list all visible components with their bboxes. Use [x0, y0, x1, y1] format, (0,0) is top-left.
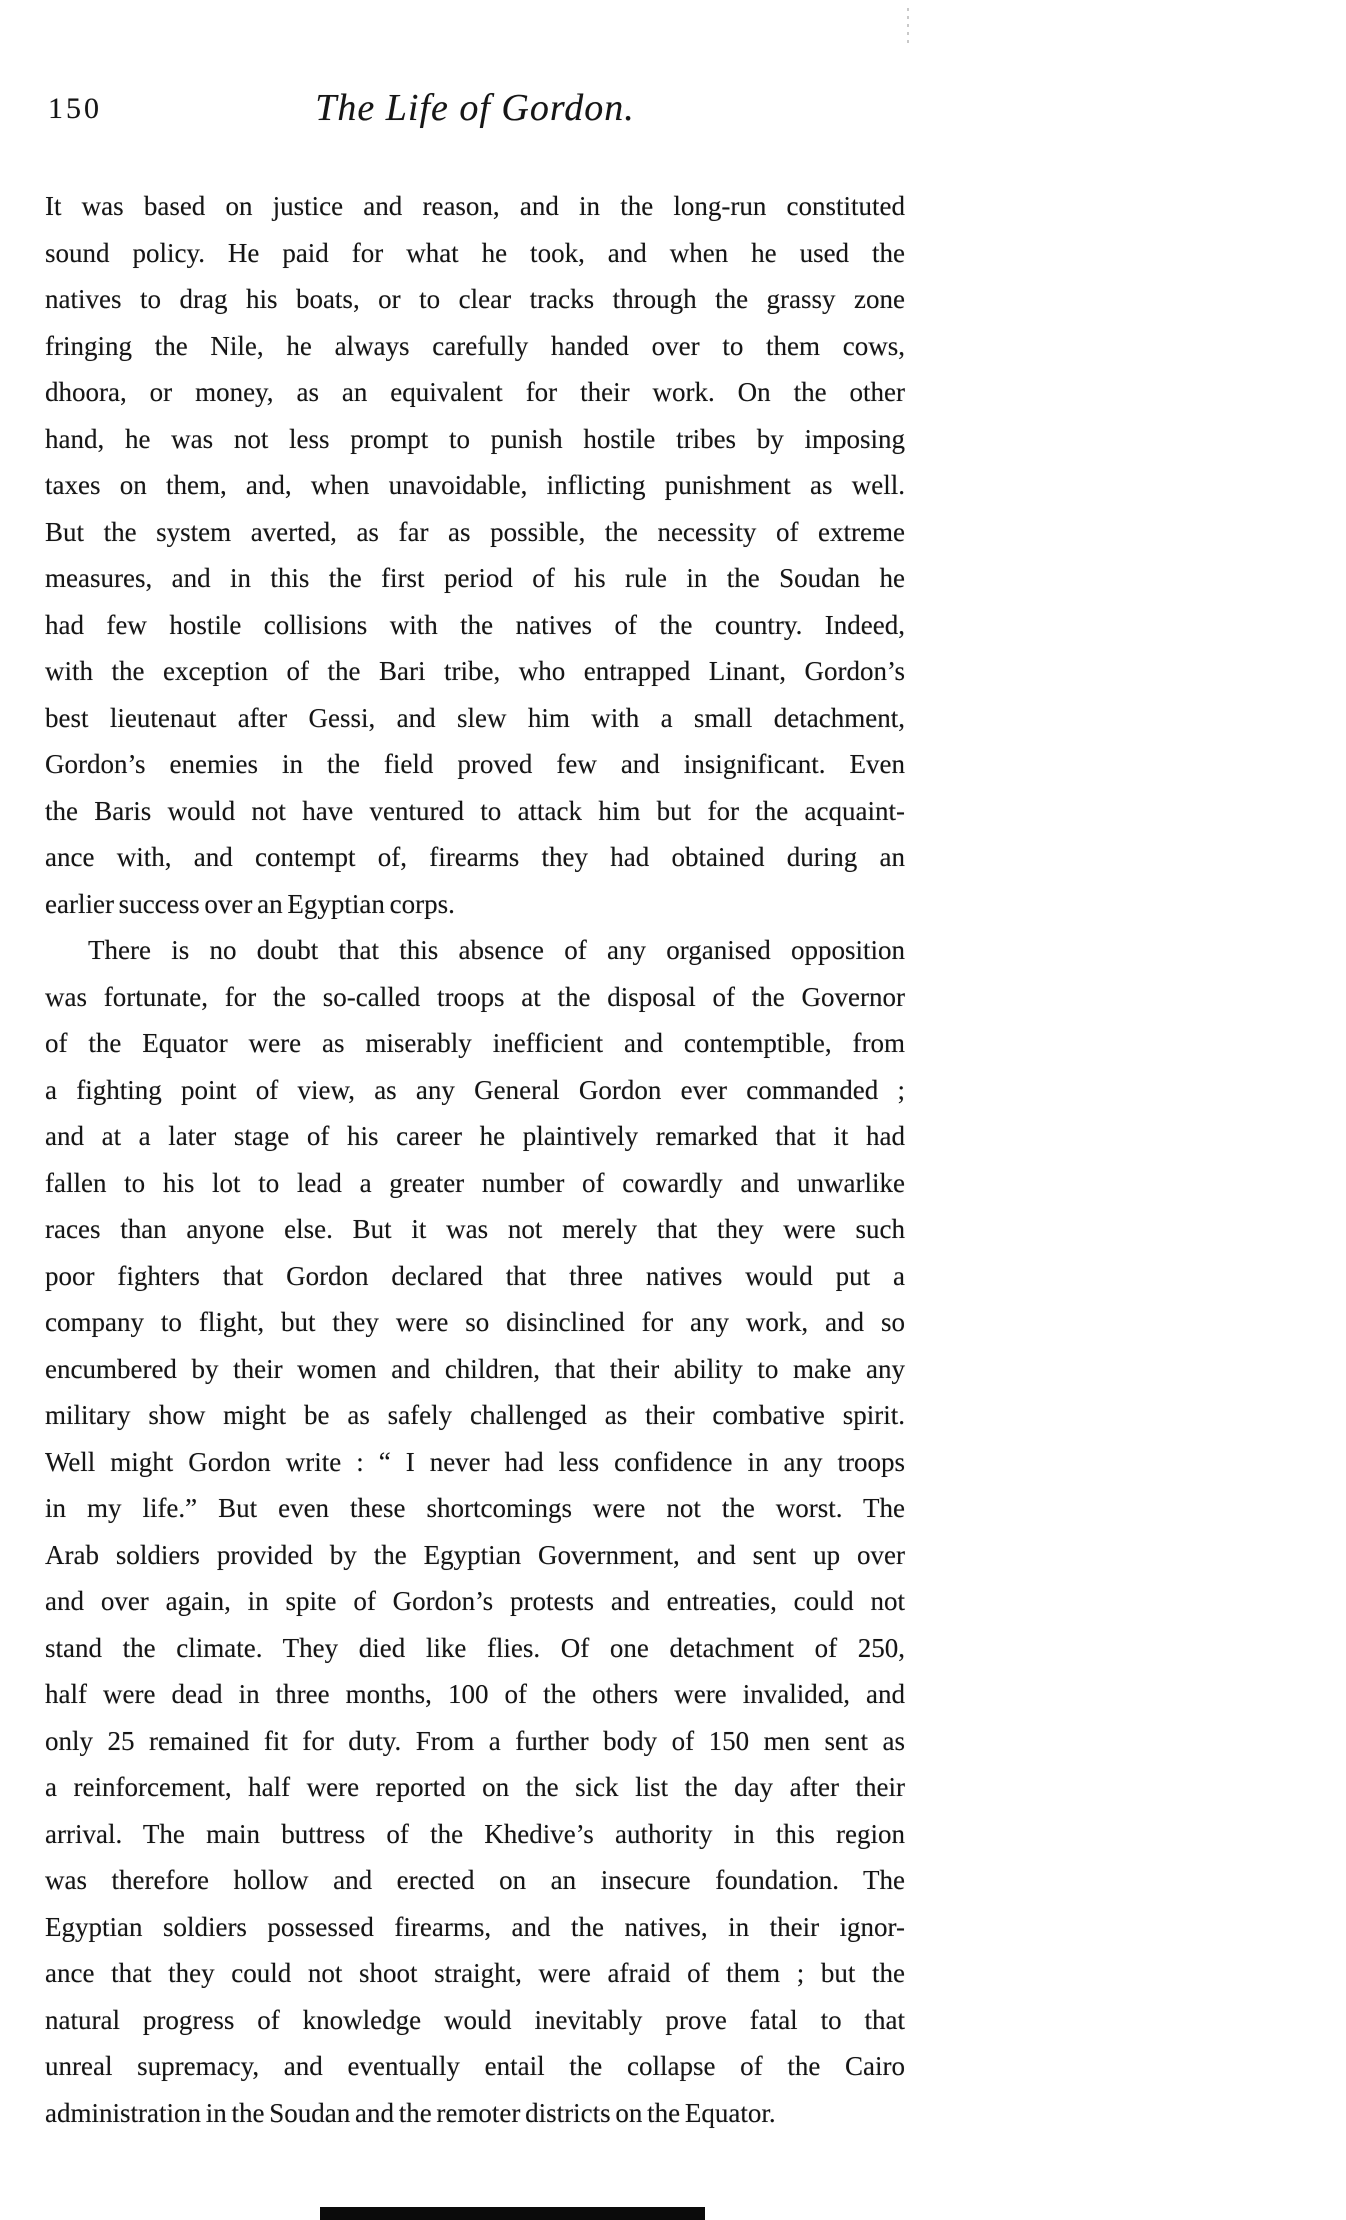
- page-header: [45, 86, 905, 132]
- text-line: and at a later stage of his career he plaintively remarked that it had: [45, 1121, 905, 1151]
- text-line: Well might Gordon write : “ I never had less confidence in any troops: [45, 1446, 905, 1477]
- text-line: stand the climate. They died like flies. Of one detachment of 250,: [45, 1632, 905, 1663]
- text-line: hand, he was not less prompt to punish hostile tribes by imposing: [45, 423, 905, 454]
- text-line: was fortunate, for the so-called troops at the disposal of the Governor: [45, 981, 905, 1012]
- text-line: with the exception of the Bari tribe, who entrapped Linant, Gordon’s: [45, 656, 905, 686]
- paragraph: [45, 183, 905, 927]
- scan-artifact-dots: [907, 8, 909, 46]
- text-line: Egyptian soldiers possessed firearms, and the natives, in their ignor-: [45, 1911, 905, 1942]
- text-line: arrival. The main buttress of the Khedive’s authority in this region: [45, 1818, 905, 1849]
- text-line: Gordon’s enemies in the field proved few and insignificant. Even: [45, 749, 905, 779]
- text-line: encumbered by their women and children, that their ability to make any: [45, 1353, 905, 1384]
- text-line: sound policy. He paid for what he took, and when he used the: [45, 237, 905, 268]
- text-line: ance with, and contempt of, firearms they had obtained during an: [45, 842, 905, 872]
- page-text-block: [45, 0, 905, 2136]
- text-line: dhoora, or money, as an equivalent for their work. On the other: [45, 377, 905, 407]
- text-line: best lieutenaut after Gessi, and slew him with a small detachment,: [45, 702, 905, 733]
- text-line: fallen to his lot to lead a greater number of cowardly and unwarlike: [45, 1167, 905, 1198]
- text-line: company to flight, but they were so disinclined for any work, and so: [45, 1307, 905, 1337]
- text-line: races than anyone else. But it was not merely that they were such: [45, 1214, 905, 1244]
- text-line: earlier success over an Egyptian corps.: [45, 888, 455, 919]
- page-number: 150: [48, 92, 102, 125]
- text-line: natives to drag his boats, or to clear tracks through the grassy zone: [45, 284, 905, 314]
- text-line: measures, and in this the first period of his rule in the Soudan he: [45, 563, 905, 593]
- text-line: But the system averted, as far as possible, the necessity of extreme: [45, 516, 905, 547]
- text-line: was therefore hollow and erected on an insecure foundation. The: [45, 1865, 905, 1895]
- text-line: the Baris would not have ventured to attack him but for the acquaint-: [45, 795, 905, 826]
- text-line: natural progress of knowledge would inevitably prove fatal to that: [45, 2004, 905, 2035]
- text-line: Arab soldiers provided by the Egyptian Government, and sent up over: [45, 1539, 905, 1570]
- text-line: in my life.” But even these shortcomings were not the worst. The: [45, 1493, 905, 1523]
- scan-artifact-bar: [320, 2207, 705, 2220]
- text-line: a fighting point of view, as any General Gordon ever commanded ;: [45, 1074, 905, 1105]
- paragraph: [45, 927, 905, 2136]
- text-line: poor fighters that Gordon declared that three natives would put a: [45, 1260, 905, 1291]
- text-line: a reinforcement, half were reported on the sick list the day after their: [45, 1772, 905, 1802]
- text-line: unreal supremacy, and eventually entail the collapse of the Cairo: [45, 2051, 905, 2081]
- text-line: administration in the Soudan and the remoter districts on the Equator.: [45, 2097, 776, 2128]
- text-line: fringing the Nile, he always carefully handed over to them cows,: [45, 330, 905, 361]
- text-line: taxes on them, and, when unavoidable, inflicting punishment as well.: [45, 470, 905, 500]
- text-line: ance that they could not shoot straight, were afraid of them ; but the: [45, 1958, 905, 1988]
- text-line: half were dead in three months, 100 of the others were invalided, and: [45, 1679, 905, 1709]
- body-text: [45, 183, 905, 2136]
- text-line: of the Equator were as miserably inefficient and contemptible, from: [45, 1028, 905, 1058]
- text-line: and over again, in spite of Gordon’s protests and entreaties, could not: [45, 1586, 905, 1616]
- text-line: It was based on justice and reason, and in the long-run constituted: [45, 191, 905, 221]
- running-title: The Life of Gordon.: [315, 87, 635, 129]
- text-line: only 25 remained fit for duty. From a further body of 150 men sent as: [45, 1725, 905, 1756]
- text-line: military show might be as safely challenged as their combative spirit.: [45, 1400, 905, 1430]
- text-line: There is no doubt that this absence of any organised opposition: [88, 935, 905, 965]
- text-line: had few hostile collisions with the natives of the country. Indeed,: [45, 609, 905, 640]
